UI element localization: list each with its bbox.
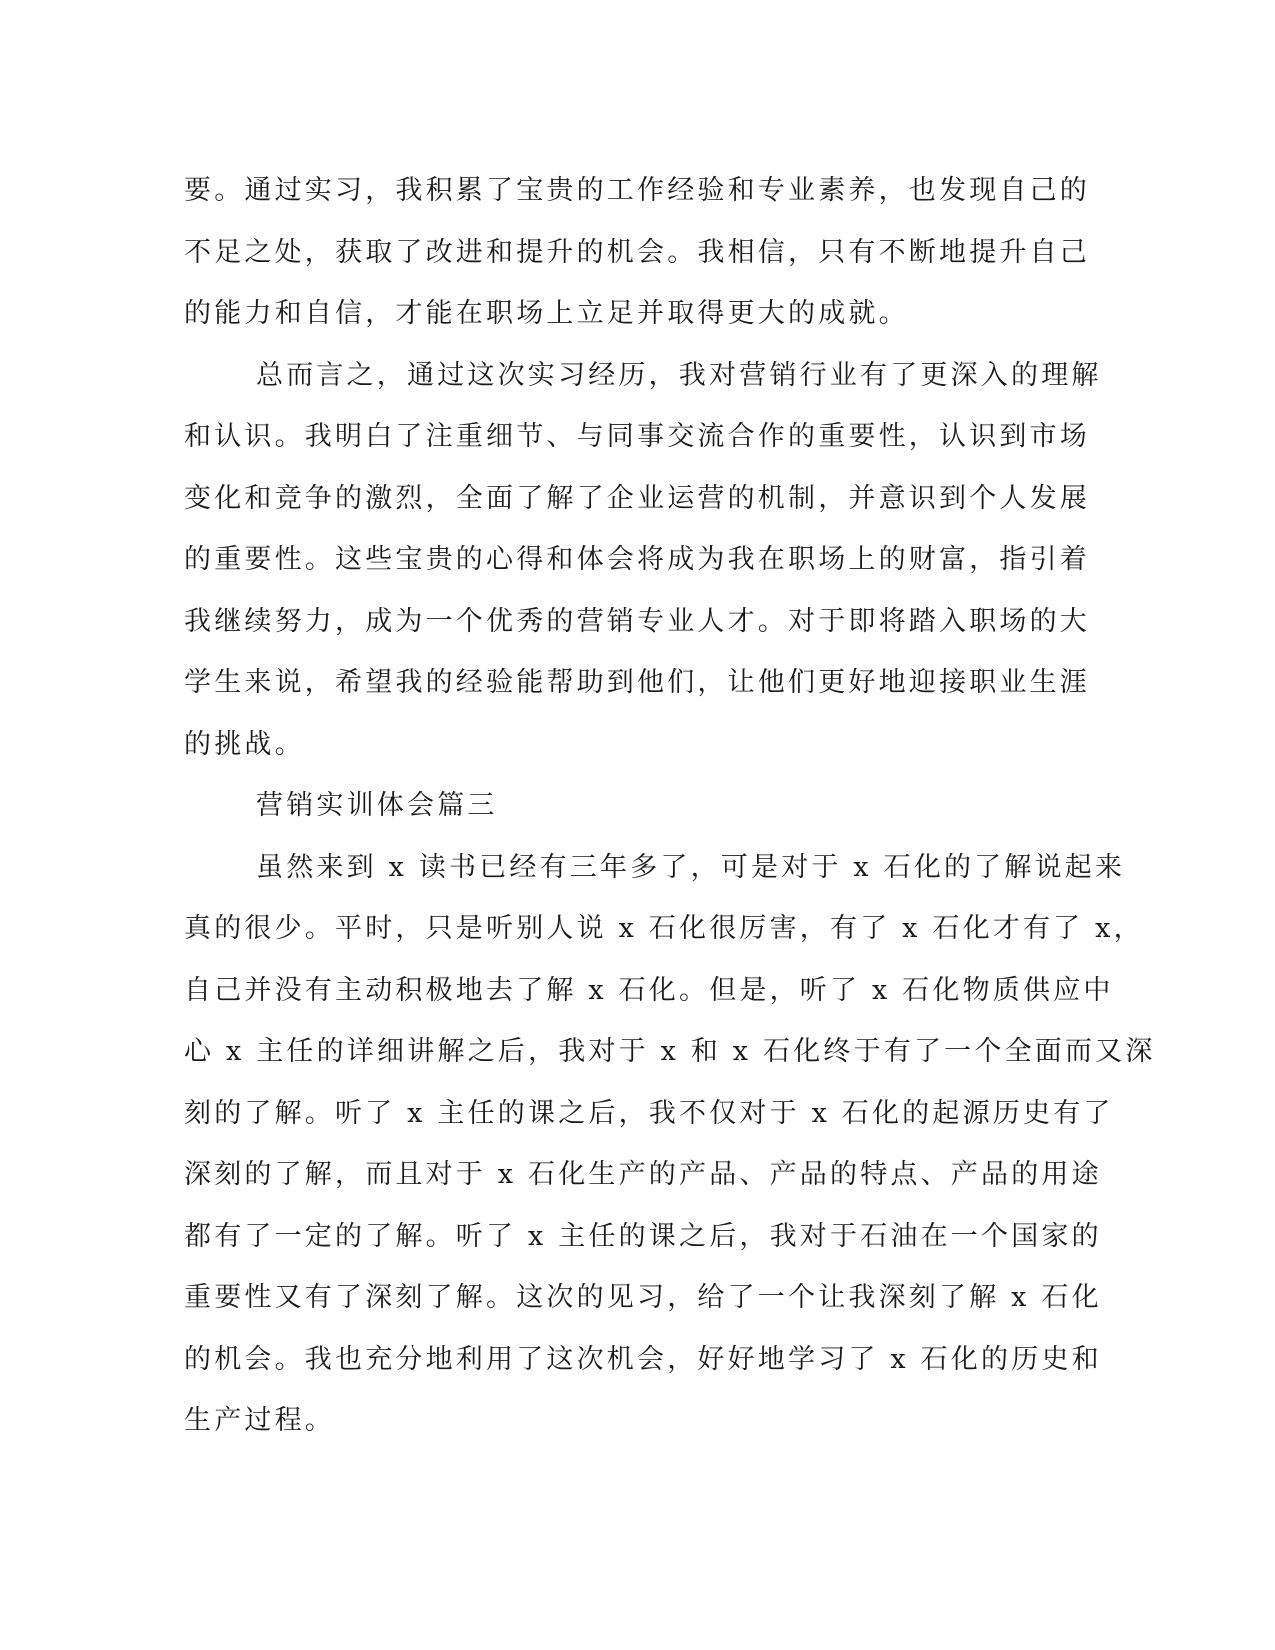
text-line: 生产过程。	[184, 1405, 335, 1436]
text-line: 真的很少。平时，只是听别人说 x 石化很厉害，有了 x 石化才有了 x，	[184, 913, 1144, 944]
text-line: 的挑战。	[184, 728, 305, 760]
text-line: 变化和竞争的激烈，全面了解了企业运营的机制，并意识到个人发展	[184, 482, 1090, 514]
text-line: 刻的了解。听了 x 主任的课之后，我不仅对于 x 石化的起源历史有了	[184, 1097, 1114, 1129]
text-line: 和认识。我明白了注重细节、与同事交流合作的重要性，认识到市场	[184, 421, 1090, 452]
text-line: 自己并没有主动积极地去了解 x 石化。但是，听了 x 石化物质供应中	[184, 974, 1114, 1006]
body-text	[184, 160, 1156, 1452]
text-line: 的能力和自信，才能在职场上立足并取得更大的成就。	[184, 298, 909, 329]
text-line: 都有了一定的了解。听了 x 主任的课之后，我对于石油在一个国家的	[184, 1220, 1102, 1252]
text-line: 重要性又有了深刻了解。这次的见习，给了一个让我深刻了解 x 石化	[184, 1282, 1102, 1313]
text-line: 要。通过实习，我积累了宝贵的工作经验和专业素养，也发现自己的	[184, 175, 1090, 206]
text-line: 深刻的了解，而且对于 x 石化生产的产品、产品的特点、产品的用途	[184, 1159, 1102, 1190]
paragraph-start-line: 总而言之，通过这次实习经历，我对营销行业有了更深入的理解	[256, 359, 1102, 391]
text-line: 我继续努力，成为一个优秀的营销专业人才。对于即将踏入职场的大	[184, 605, 1090, 637]
paragraph-start-line: 虽然来到 x 读书已经有三年多了，可是对于 x 石化的了解说起来	[256, 851, 1126, 883]
text-line: 学生来说，希望我的经验能帮助到他们，让他们更好地迎接职业生涯	[184, 667, 1090, 698]
text-line: 心 x 主任的详细讲解之后，我对于 x 和 x 石化终于有了一个全面而又深	[184, 1036, 1156, 1067]
text-line: 的重要性。这些宝贵的心得和体会将成为我在职场上的财富，指引着	[184, 544, 1090, 575]
section-heading: 营销实训体会篇三	[256, 790, 498, 821]
text-line: 不足之处，获取了改进和提升的机会。我相信，只有不断地提升自己	[184, 236, 1090, 268]
text-line: 的机会。我也充分地利用了这次机会，好好地学习了 x 石化的历史和	[184, 1343, 1102, 1375]
